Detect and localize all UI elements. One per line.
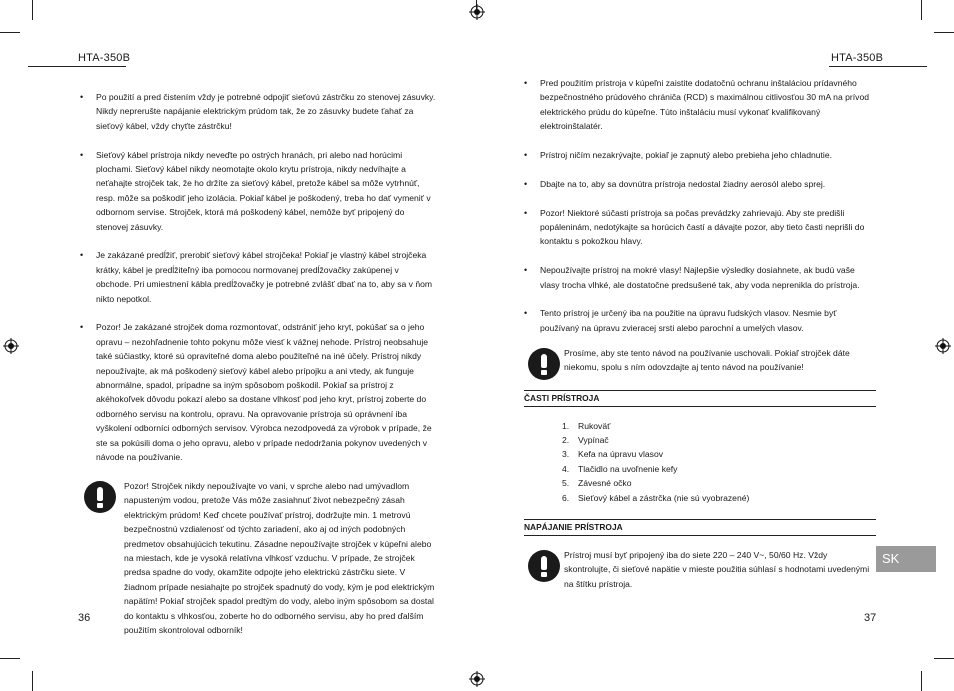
list-item: • Pozor! Niektoré súčasti prístroja sa počas prevádzky zahrievajú. Aby ste predišli popáleninám, nedotýkajte sa horúcich častí a dávajte pozor, aby tieto časti neprišli do kontaktu s pokožkou hlavy. [524,206,876,249]
list-item: 3. Kefa na úpravu vlasov [562,449,664,460]
model-label: HTA-350B [831,52,884,64]
bullet-list [524,76,876,335]
language-tab: SK [876,546,936,572]
page-number: 37 [864,612,877,624]
warning-text: Prosíme, aby ste tento návod na používanie uschovali. Pokiaľ strojček dáte niekomu, spolu s ním odovzdajte aj tento návod na používanie! [564,347,850,373]
parts-list [524,419,876,505]
section-heading-parts: ČASTI PRÍSTROJA [524,390,876,407]
right-page [477,0,954,691]
section-heading-power: NAPÁJANIE PRÍSTROJA [524,519,876,536]
list-item: • Po použití a pred čistením vždy je potrebné odpojiť sieťovú zástrčku zo stenovej zásuvky. Nikdy neprerušte napájanie elektrickým prúdom tak, že zo zásuvky budete ťahať za sieťový kábel, vždy chyťte zástrčku! [80,90,436,133]
warning-text: Pozor! Strojček nikdy nepoužívajte vo vani, v sprche alebo nad umývadlom napusteným vodou, pretože Vás môže zasiahnuť život nebezpečný zásah elektrickým prúdom! Keď chcete používať prístroj, dodržujte min. 1 metrovú bezpečnostnú vzdialenosť od týchto zariadení, ako aj od iných podobných predmetov obsahujúcich tekutinu. Zásadne nepoužívajte strojček v kúpeľni alebo na miestach, kde je vysoká relatívna vlhkosť vzduchu. V prípade, že strojček predsa spadne do vody, okamžite odpojte jeho elektrickú zástrčku siete. V žiadnom prípade nesiahajte po strojček spadnutý do vody, kým je pod elektrickým napätím! Pokiaľ strojček spadol predtým do vody, alebo iným spôsobom sa dostal do kontaktu s vlhkosťou, zoberte ho do odborného servisu, aby ho pred ďalším použitím skontroloval odborník! [124,480,435,635]
warning-block [524,548,876,591]
list-item: • Pozor! Je zakázané strojček doma rozmontovať, odstrániť jeho kryt, pokúšať sa o jeho opravu – nezohľadnenie tohto pokynu môže viesť k vážnej nehode. Prístroj neobsahuje také súčiastky, ktoré sú opraviteľné doma alebo použiteľné na iné účely. Prístroj nikdy nepoužívajte, ak má poškodený sieťový kábel alebo prípojku a ani vtedy, ak funguje abnormálne, spadol, prípadne sa iným spôsobom poškodil. Pokiaľ sa prístroj z akéhokoľvek dôvodu pokazí alebo sa dostane vlhkosť pod jeho kryt, prístroj zoberte do odborného servisu na kontrolu, opravu. Na opravovanie prístroja sú oprávnení iba vyškolení odborníci odborných servisov. Výrobca nezodpovedá za výrobok v prípade, že ste sa pokúsili doma o jeho opravu, alebo v prípade nedodržania pokynov uvedených v návode na používanie. [80,320,436,464]
list-item: • Nepoužívajte prístroj na mokré vlasy! Najlepšie výsledky dosiahnete, ak budú vaše vlasy trocha vlhké, ale dostatočne predsušené tak, aby voda neprenikla do prístroja. [524,263,876,292]
bullet-list [80,90,436,465]
warning-block [80,479,436,637]
list-item: 6. Sieťový kábel a zástrčka (nie sú vyobrazené) [562,492,750,503]
exclamation-icon [84,481,116,513]
list-item: 5. Závesné očko [562,478,632,489]
list-item: • Sieťový kábel prístroja nikdy neveďte po ostrých hranách, pri alebo nad horúcimi plochami. Sieťový kábel nikdy neomotajte okolo krytu prístroja, nikdy nedvíhajte a neťahajte strojček tak, že ho držíte za sieťový kábel, pretože kábel sa môže vytrhnúť, resp. môže sa poškodiť jeho izolácia. Pokiaľ kábel je poškodený, treba ho dať vymeniť v odbornom servise. Strojček, ktorá má poškodený kábel, nemôže byť pripojený do stenovej zásuvky. [80,148,436,234]
warning-text: Prístroj musí byť pripojený iba do siete 220 – 240 V~, 50/60 Hz. Vždy skontrolujte, či sieťové napätie v mieste použitia súhlasí s hodnotami uvedenými na štítku prístroja. [564,550,870,589]
left-column [80,90,436,637]
model-label: HTA-350B [78,52,131,64]
exclamation-icon [528,348,560,380]
right-column [524,76,876,591]
header-rule [28,66,126,67]
list-item: • Je zakázané predĺžiť, prerobiť sieťový kábel strojčeka! Pokiaľ je vlastný kábel strojčeka krátky, kábel je predĺžiteľný iba pomocou normovanej predĺžovačky zakúpenej v obchode. Pri umiestnení kábla predĺžovačky je potrebné zvlášť dbať na to, aby sa v ňom nikto nepotkol. [80,248,436,306]
list-item: 4. Tlačidlo na uvoľnenie kefy [562,463,678,474]
page-number: 36 [78,612,91,624]
header-rule [829,66,927,67]
list-item: • Pred použitím prístroja v kúpeľni zaistite dodatočnú ochranu inštaláciou prídavného bezpečnostného prúdového chrániča (RCD) s maximálnou citlivosťou 30 mA na prívod elektrického prúdu do kúpeľne. Túto inštaláciu musí vykonať kvalifikovaný elektroinštalatér. [524,76,876,134]
list-item: • Dbajte na to, aby sa dovnútra prístroja nedostal žiadny aerosól alebo sprej. [524,177,876,191]
list-item: • Tento prístroj je určený iba na použitie na úpravu ľudských vlasov. Nesmie byť používaný na úpravu zvieracej srsti alebo parochní a umelých vlasov. [524,306,876,335]
list-item: 2. Vypínač [562,435,609,446]
warning-block [524,346,876,384]
list-item: • Prístroj ničím nezakrývajte, pokiaľ je zapnutý alebo prebieha jeho chladnutie. [524,148,876,162]
exclamation-icon [528,550,560,582]
list-item: 1. Rukoväť [562,420,611,431]
